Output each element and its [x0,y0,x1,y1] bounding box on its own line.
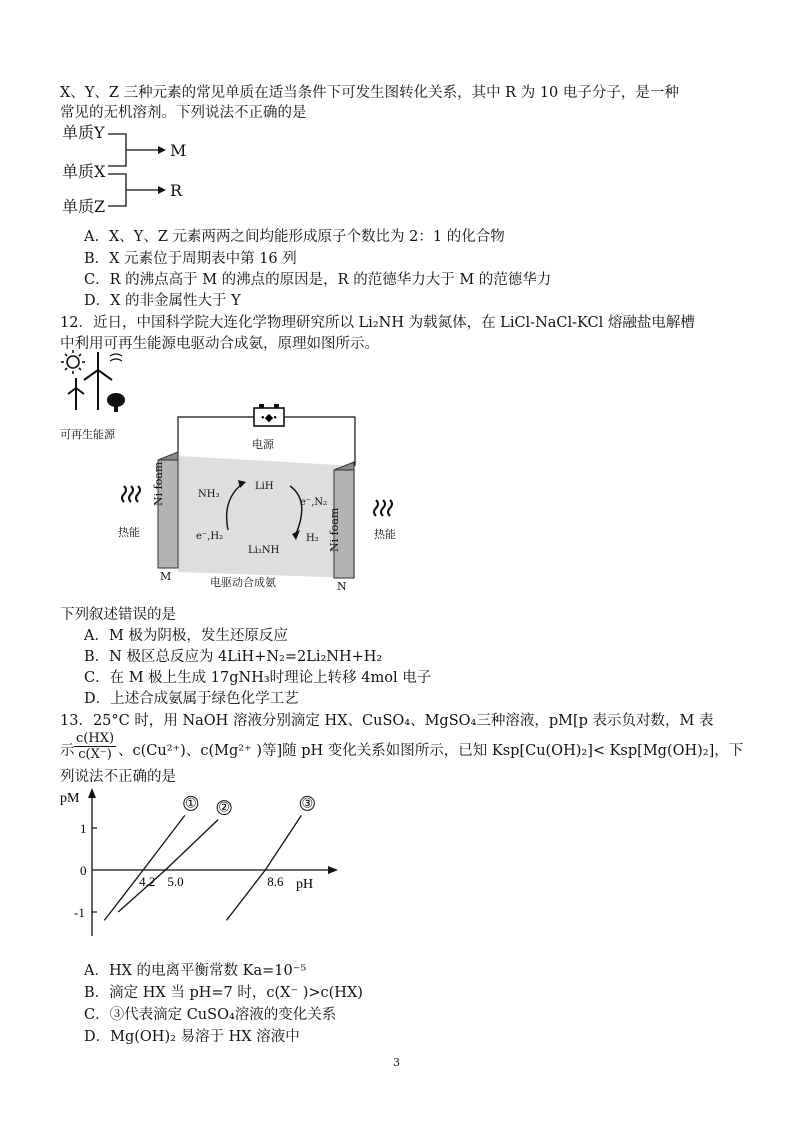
series-line-2 [118,820,218,912]
electrode-right-label: Ni foam [328,507,341,552]
q13-option-a: A．HX 的电离平衡常数 Ka=10⁻⁵ [84,963,307,979]
series-label: ① [184,795,197,811]
page-number: 3 [393,1056,400,1069]
y-tick-label: 0 [80,863,87,878]
electrode-left-label: Ni foam [152,461,165,506]
x-tick-label: 8.6 [267,874,284,889]
x-axis-label: pH [296,877,314,892]
q12-option-d: D．上述合成氨属于绿色化学工艺 [84,691,299,707]
wind-turbine-icon [68,352,112,410]
q13-fraction [74,731,116,762]
q11-option-b: B．X 元素位于周期表中第 16 列 [84,251,297,267]
q11-option-a: A．X、Y、Z 元素两两之间均能形成原子个数比为 2：1 的化合物 [84,229,505,245]
y-tick-label: 1 [80,821,87,836]
diagram-y-label: 单质Y [62,123,105,142]
q12-option-b: B．N 极区总反应为 4LiH+N₂=2Li₂NH+H₂ [84,649,383,665]
diagram-arrows [108,128,178,218]
q13-option-c: C．③代表滴定 CuSO₄溶液的变化关系 [84,1007,337,1023]
q11-option-d: D．X 的非金属性大于 Y [84,293,241,309]
heat-left-icon [122,486,140,502]
diagram-r-label: R [170,181,183,200]
x-tick-label: 4.2 [139,874,156,889]
heat-left-label: 热能 [118,526,140,539]
lih-label: LiH [255,481,274,492]
q12-stem2: 下列叙述错误的是 [60,607,176,623]
diagram-x-label: 单质X [62,162,106,181]
cell-caption: 电驱动合成氨 [210,576,276,589]
li2nh-label: Li₂NH [248,545,280,556]
battery-icon [254,404,284,426]
q12-stem-line2: 中利用可再生能源电驱动合成氨，原理如图所示。 [60,336,379,352]
pm-ph-chart [56,788,346,938]
q13-stem-prefix: 示 [60,743,75,759]
svg-text:•◆•: •◆• [260,412,278,424]
series-line-3 [226,815,301,920]
y-axis-label: pM [60,791,80,806]
diagram-z-label: 单质Z [62,197,106,216]
heat-right-icon [374,500,392,516]
q13-stem-line1: 13．25°C 时，用 NaOH 溶液分别滴定 HX、CuSO₄、MgSO₄三种溶液，pM[p 表示负对数，M 表 [60,713,714,729]
q13-option-d: D．Mg(OH)₂ 易溶于 HX 溶液中 [84,1029,300,1045]
diagram-m-label: M [170,141,187,160]
q13-stem-line3: 列说法不正确的是 [60,769,176,785]
q11-option-c: C．R 的沸点高于 M 的沸点的原因是，R 的范德华力大于 M 的范德华力 [84,272,552,288]
e-h2-label: e⁻,H₂ [196,531,224,542]
renewable-label: 可再生能源 [60,428,115,441]
electrode-m-label: M [160,570,172,583]
q13-stem-line2: 、c(Cu²⁺)、c(Mg²⁺ )等]随 pH 变化关系如图所示，已知 Ksp[Cu(OH)₂]< Ksp[Mg(OH)₂]，下 [118,743,744,759]
wind-icon [110,354,122,361]
fraction-numerator: c(HX) [76,731,115,746]
electrode-n-label: N [337,580,347,593]
q11-stem-line1: X、Y、Z 三种元素的常见单质在适当条件下可发生图转化关系，其中 R 为 10 电子分子，是一种 [60,85,679,101]
q12-option-a: A．M 极为阴极，发生还原反应 [84,628,288,644]
q13-option-b: B．滴定 HX 当 pH=7 时，c(X⁻ )>c(HX) [84,985,363,1001]
sun-icon [61,350,85,374]
e-n2-label: e⁻,N₂ [300,497,328,508]
series-label: ③ [301,795,314,811]
fraction-denominator: c(X⁻) [78,747,112,762]
q11-stem-line2: 常见的无机溶剂。下列说法不正确的是 [60,105,307,121]
power-label: 电源 [252,438,274,451]
series-line-1 [104,815,184,920]
y-tick-label: -1 [74,905,85,920]
q12-option-c: C．在 M 极上生成 17gNH₃时理论上转移 4mol 电子 [84,670,432,686]
x-tick-label: 5.0 [167,874,184,889]
heat-right-label: 热能 [374,528,396,541]
q12-stem-line1: 12．近日，中国科学院大连化学物理研究所以 Li₂NH 为载氮体，在 LiCl-NaCl-KCl 熔融盐电解槽 [60,315,695,331]
h2-label: H₂ [306,533,319,544]
series-label: ② [218,799,230,815]
nh3-label: NH₃ [198,489,220,500]
